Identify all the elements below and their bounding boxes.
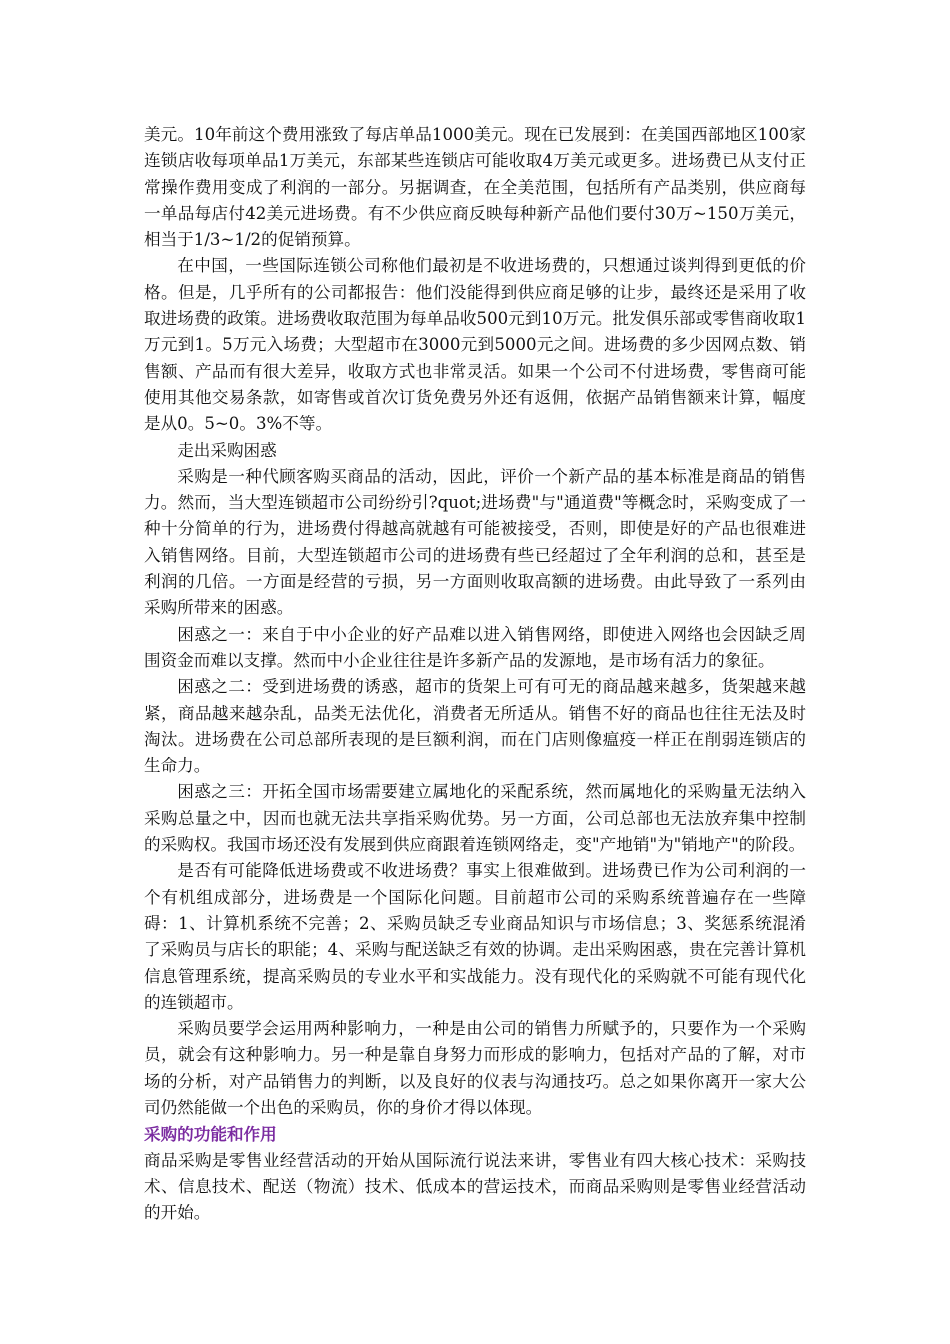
- section-heading: 采购的功能和作用: [144, 1124, 277, 1145]
- body-paragraph: 困惑之一：来自于中小企业的好产品难以进入销售网络，即使进入网络也会因缺乏周围资金而难以支撑。然而中小企业往往是许多新产品的发源地，是市场有活力的象征。: [144, 624, 806, 670]
- body-paragraph: 采购是一种代顾客购买商品的活动，因此，评价一个新产品的基本标准是商品的销售力。然而，当大型连锁超市公司纷纷引?quot;进场费"与"通道费"等概念时，采购变成了一种十分简单的行为，进场费付得越高就越有可能被接受，否则，即使是好的产品也很难进入销售网络。目前，大型连锁超市公司的进场费有些已经超过了全年利润的总和，甚至是利润的几倍。一方面是经营的亏损，另一方面则收取高额的进场费。由此导致了一系列由采购所带来的困惑。: [144, 466, 806, 618]
- body-paragraph: 在中国，一些国际连锁公司称他们最初是不收进场费的，只想通过谈判得到更低的价格。但是，几乎所有的公司都报告：他们没能得到供应商足够的让步，最终还是采用了收取进场费的政策。进场费收取范围为每单品收500元到10万元。批发俱乐部或零售商收取1万元到1。5万元入场费；大型超市在3000元到5000元之间。进场费的多少因网点数、销售额、产品而有很大差异，收取方式也非常灵活。如果一个公司不付进场费，零售商可能使用其他交易条款，如寄售或首次订货免费另外还有返佣，依据产品销售额来计算，幅度是从0。5~0。3%不等。: [144, 256, 806, 434]
- body-paragraph: 是否有可能降低进场费或不收进场费？事实上很难做到。进场费已作为公司利润的一个有机组成部分，进场费是一个国际化问题。目前超市公司的采购系统普遍存在一些障碍：1、计算机系统不完善；2、采购员缺乏专业商品知识与市场信息；3、奖惩系统混淆了采购员与店长的职能；4、采购与配送缺乏有效的协调。走出采购困惑，贵在完善计算机信息管理系统，提高采购员的专业水平和实战能力。没有现代化的采购就不可能有现代化的连锁超市。: [144, 861, 806, 1012]
- body-paragraph: 采购员要学会运用两种影响力，一种是由公司的销售力所赋予的，只要作为一个采购员，就会有这种影响力。另一种是靠自身努力而形成的影响力，包括对产品的了解，对市场的分析，对产品销售力的判断，以及良好的仪表与沟通技巧。总之如果你离开一家大公司仍然能做一个出色的采购员，你的身价才得以体现。: [144, 1019, 806, 1117]
- body-paragraph: 困惑之二：受到进场费的诱惑，超市的货架上可有可无的商品越来越多，货架越来越紧，商品越来越杂乱，品类无法优化，消费者无所适从。销售不好的商品也往往无法及时淘汰。进场费在公司总部所表现的是巨额利润，而在门店则像瘟疫一样正在削弱连锁店的生命力。: [144, 677, 806, 776]
- body-paragraph: 美元。10年前这个费用涨致了每店单品1000美元。现在已发展到：在美国西部地区100家连锁店收每项单品1万美元，东部某些连锁店可能收取4万美元或更多。进场费已从支付正常操作费用变成了利润的一部分。另据调查，在全美范围，包括所有产品类别，供应商每一单品每店付42美元进场费。有不少供应商反映每种新产品他们要付30万~150万美元，相当于1/3~1/2的促销预算。: [144, 125, 806, 250]
- section-paragraph: 商品采购是零售业经营活动的开始从国际流行说法来讲，零售业有四大核心技术：采购技术、信息技术、配送（物流）技术、低成本的营运技术，而商品采购则是零售业经营活动的开始。: [144, 1150, 806, 1223]
- body-paragraph: 困惑之三：开拓全国市场需要建立属地化的采配系统，然而属地化的采购量无法纳入采购总量之中，因而也就无法共享指采购优势。另一方面，公司总部也无法放弃集中控制的采购权。我国市场还没有发展到供应商跟着连锁网络走，变"产地销"为"销地产"的阶段。: [144, 782, 806, 855]
- subsection-title: 走出采购困惑: [177, 440, 277, 460]
- document-page: [144, 122, 806, 1226]
